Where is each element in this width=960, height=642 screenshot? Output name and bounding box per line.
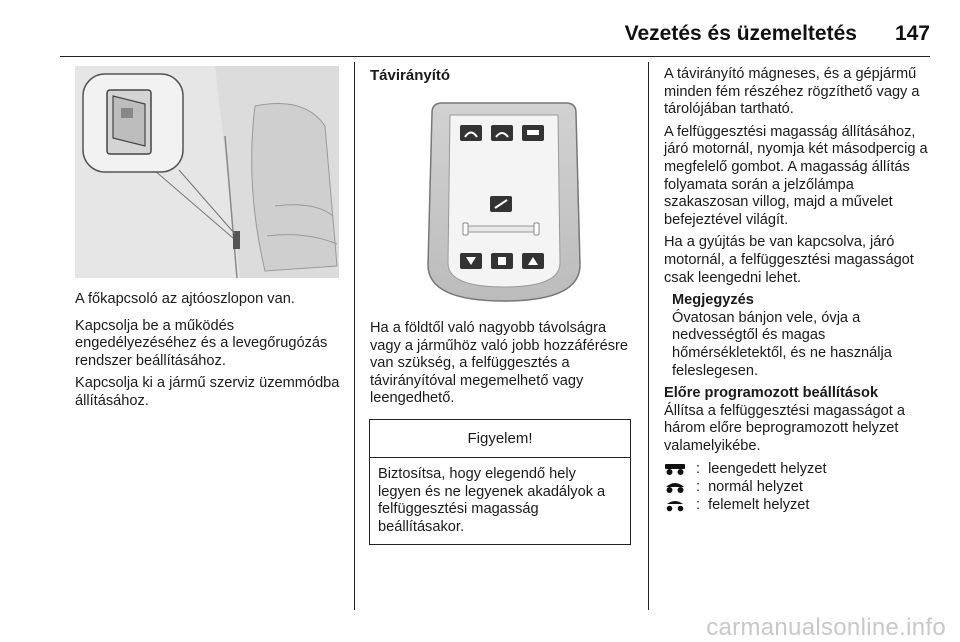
presets-intro: Állítsa a felfüggesztési magasságot a három előre beprogramozott helyzet valamelyikébe. — [664, 402, 905, 454]
note-text: Óvatosan bánjon vele, óvja a nedvességtől és magas hőmérsékletektől, és ne használja feleslegesen. — [672, 309, 892, 379]
remote-paragraph: Ha a földtől való nagyobb távolságra vagy a járműhöz való jobb hozzáférésre van szükség, a felfüggesztés a távirányítóval megemelhető vagy leengedhető. — [370, 320, 628, 407]
warning-box — [369, 419, 631, 545]
section-title: Vezetés és üzemeltetés — [624, 22, 857, 45]
main-switch-caption: A főkapcsoló az ajtóoszlopon van. — [75, 291, 295, 307]
column-divider-1 — [354, 62, 355, 610]
lowered-position-icon — [664, 462, 686, 476]
remote-control-illustration — [370, 95, 634, 313]
header-rule — [60, 56, 930, 57]
warning-text: Biztosítsa, hogy elegendő hely legyen és ne legyenek akadályok a felfüggesztési magasság beállításakor. — [378, 466, 606, 535]
ignition-paragraph: Ha a gyújtás be van kapcsolva, járó motornál, a felfüggesztési magasságot csak leengedni lehet. — [664, 234, 914, 286]
height-adjust-paragraph: A felfüggesztési magasság állításához, járó motornál, nyomja két másodpercig a megfelelő gombot. A magasság állítás folyamata során a jelzőlámpa szakaszosan villog, majd a művelet befejeztével világít. — [664, 123, 928, 228]
preset-label: felemelt helyzet — [708, 497, 810, 514]
column-2 — [370, 320, 640, 413]
remote-control-drawing — [370, 95, 634, 313]
preset-colon: : — [696, 461, 701, 478]
note-title: Megjegyzés — [672, 292, 754, 309]
preset-colon: : — [696, 497, 701, 514]
watermark: carmanualsonline.info — [706, 614, 946, 641]
preset-label: normál helyzet — [708, 479, 803, 496]
magnetic-paragraph: A távirányító mágneses, és a gépjármű minden fém részéhez rögzíthető vagy a tárolójában tartható. — [664, 66, 920, 118]
presets-heading: Előre programozott beállítások — [664, 385, 879, 402]
note-block — [672, 292, 932, 380]
switch-off-paragraph: Kapcsolja ki a jármű szerviz üzemmódba állításához. — [75, 375, 340, 409]
preset-colon: : — [696, 479, 701, 496]
normal-position-icon — [664, 480, 686, 494]
raised-position-icon — [664, 498, 686, 512]
preset-row-normal — [664, 478, 932, 496]
door-pillar-drawing — [75, 66, 339, 278]
column-1 — [75, 291, 345, 416]
remote-control-heading: Távirányító — [370, 67, 451, 84]
preset-row-lowered — [664, 460, 932, 478]
column-3 — [664, 66, 932, 514]
preset-label: leengedett helyzet — [708, 461, 827, 478]
page-number: 147 — [894, 22, 930, 45]
column-divider-2 — [648, 62, 649, 610]
preset-row-raised — [664, 496, 932, 514]
page-header — [0, 22, 930, 46]
switch-on-paragraph: Kapcsolja be a működés engedélyezéséhez és a levegőrugózás rendszer beállításához. — [75, 317, 328, 369]
main-switch-illustration — [75, 66, 339, 278]
warning-title: Figyelem! — [370, 420, 630, 458]
